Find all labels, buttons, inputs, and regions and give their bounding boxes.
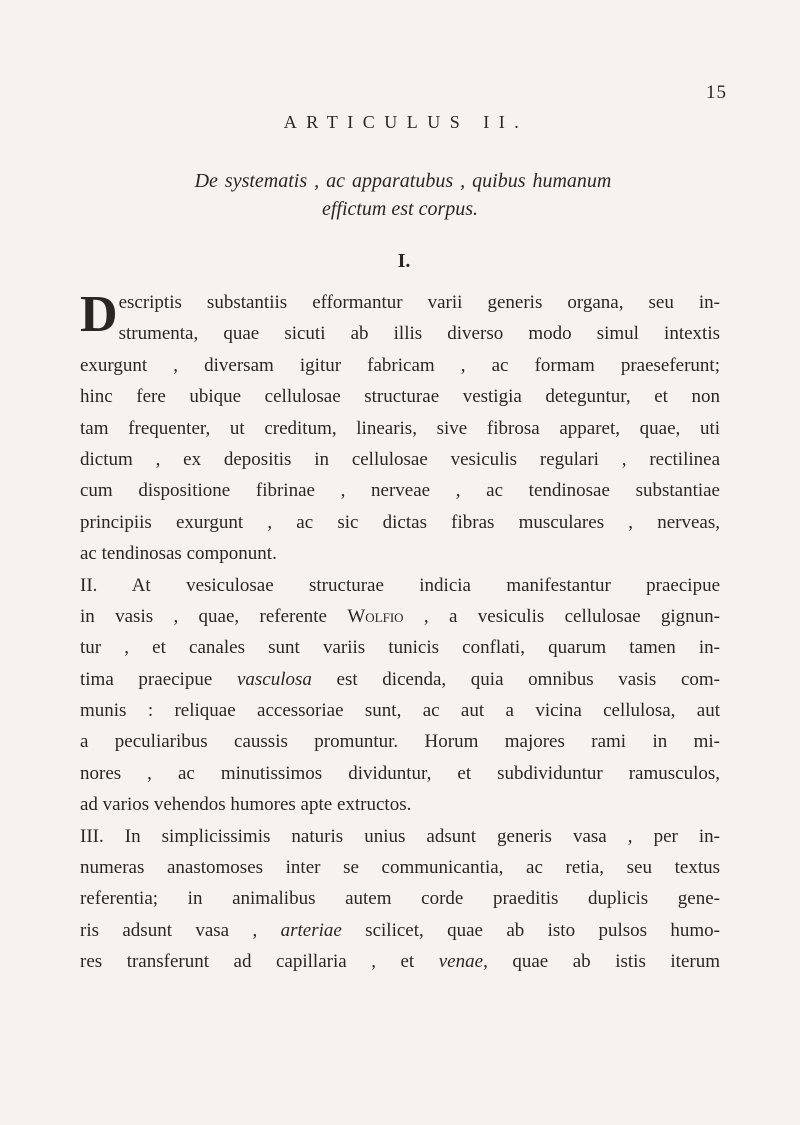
page-number: 15 (706, 82, 727, 103)
text-line: tam frequenter, ut creditum, linearis, sive fibrosa apparet, quae, uti (80, 417, 720, 439)
text-line: numeras anastomoses inter se communicantia, ac retia, seu textus (80, 857, 720, 879)
title-line-2: effictum est corpus. (321, 198, 479, 220)
text-line: dictum , ex depositis in cellulosae vesiculis regulari , rectilinea (80, 448, 720, 470)
text-segment: ris adsunt vasa , (80, 919, 281, 941)
paragraph-3 (80, 821, 720, 978)
text-segment: , quae ab istis iterum (483, 951, 720, 973)
drop-cap: D (80, 286, 118, 343)
text-segment: scilicet, quae ab isto pulsos humo- (341, 919, 720, 941)
text-line: ad varios vehendos humores apte extructos. (80, 794, 412, 816)
text-segment: tima praecipue (80, 668, 237, 690)
text-line (80, 601, 720, 632)
text-segment: est dicenda, quia omnibus vasis com- (311, 668, 720, 690)
text-line (80, 946, 720, 977)
italic-term: vasculosa (236, 668, 312, 690)
text-line: III. In simplicissimis naturis unius adsunt generis vasa , per in- (80, 825, 720, 847)
article-heading: ARTICULUS II. (283, 112, 529, 132)
text-line: nores , ac minutissimos dividuntur, et subdividuntur ramusculos, (80, 762, 720, 784)
text-line: cum dispositione fibrinae , nerveae , ac tendinosae substantiae (80, 480, 720, 502)
text-line: ac tendinosas componunt. (80, 543, 277, 565)
text-line (80, 664, 720, 695)
text-line: principiis exurgunt , ac sic dictas fibras musculares , nerveas, (80, 511, 720, 533)
text-line (80, 915, 720, 946)
text-line: II. At vesiculosae structurae indicia manifestantur praecipue (80, 574, 720, 596)
section-number: I. (397, 250, 411, 272)
text-line: strumenta, quae sicuti ab illis diverso modo simul intextis (118, 323, 720, 345)
italic-term: arteriae (280, 919, 342, 941)
body-text (80, 287, 720, 978)
text-line: a peculiaribus caussis promuntur. Horum majores rami in mi- (80, 731, 720, 753)
paragraph-1 (80, 287, 720, 570)
text-line: munis : reliquae accessoriae sunt, ac aut a vicina cellulosa, aut (80, 700, 720, 722)
title-line-1: De systematis , ac apparatubus , quibus humanum (194, 170, 612, 192)
text-line: exurgunt , diversam igitur fabricam , ac formam praeseferunt; (80, 354, 720, 376)
text-segment: , a vesiculis cellulosae gignun- (403, 605, 721, 627)
text-line: tur , et canales sunt variis tunicis conflati, quarum tamen in- (80, 637, 720, 659)
text-line: referentia; in animalibus autem corde praeditis duplicis gene- (80, 888, 720, 910)
paragraph-2 (80, 570, 720, 821)
text-line: hinc fere ubique cellulosae structurae vestigia deteguntur, et non (80, 386, 720, 408)
italic-term: venae (438, 951, 484, 973)
text-segment: in vasis , quae, referente (80, 605, 348, 627)
author-name: Wolfio (347, 605, 404, 627)
text-segment: res transferunt ad capillaria , et (80, 951, 439, 973)
text-line: escriptis substantiis efformantur varii generis organa, seu in- (118, 292, 720, 313)
